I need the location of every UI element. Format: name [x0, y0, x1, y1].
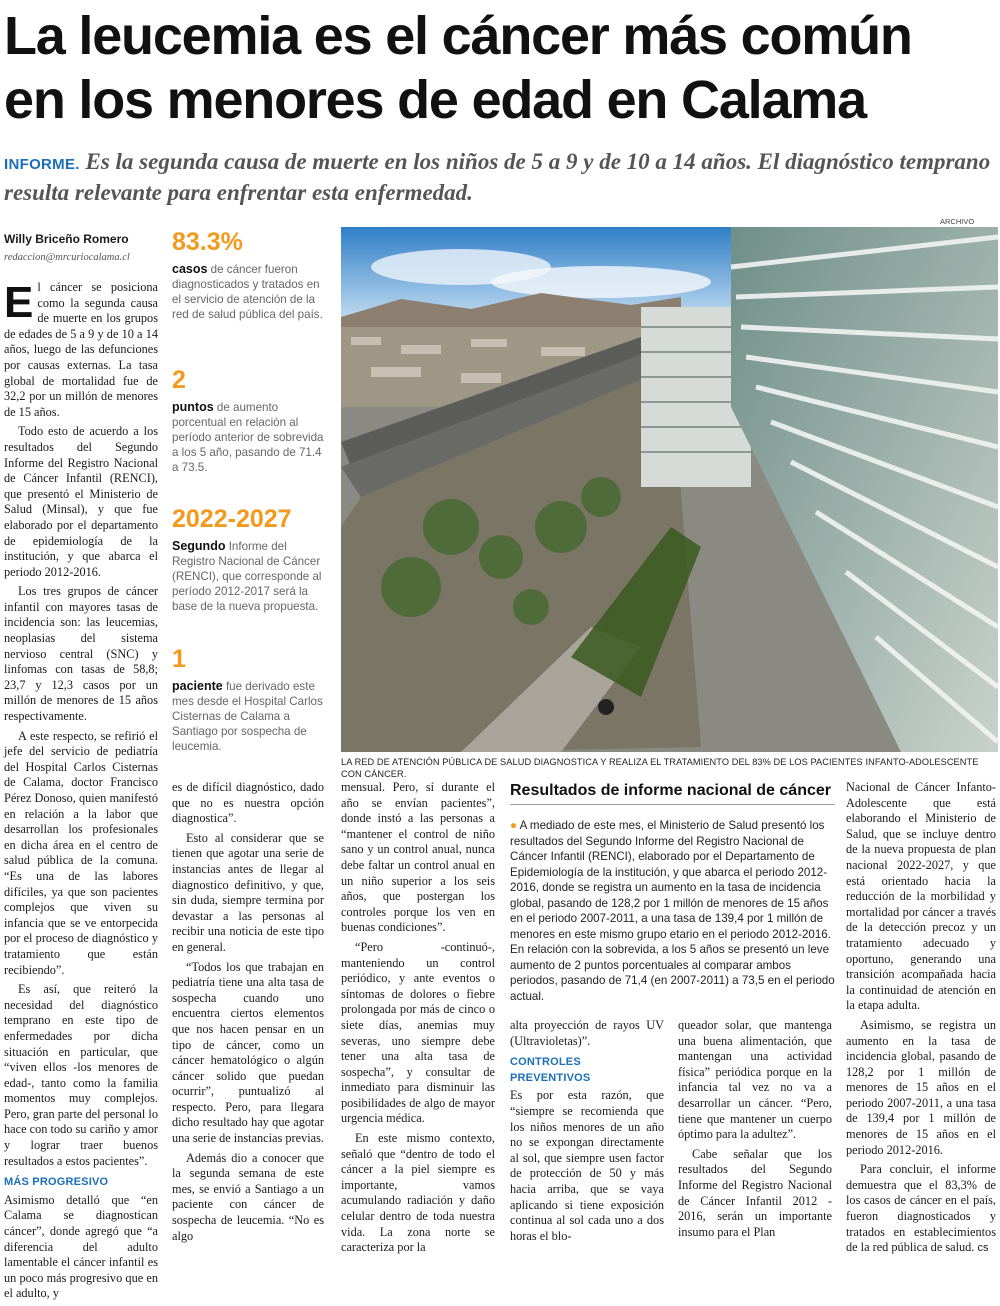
paragraph: alta proyección de rayos UV (Ultravioletas)”.: [510, 1018, 664, 1048]
stat-block: [172, 366, 324, 475]
headline-line-2: en los menores de edad en Calama: [4, 70, 866, 130]
paragraph: A este respecto, se refirió el jefe del servicio de pediatría del Hospital Carlos Cisternas de Calama, doctor Francisco Pérez Donoso, quien manifestó en relación a la labor que desarrollan los profesionales en dicha área en el centro de salud pública de la comuna. “Es una de las labores difíciles, ya que son pacientes complejos que viven su infancia que se ve entorpecida por el proceso de diagnóstico y tratamiento que están recibiendo”.: [4, 728, 158, 977]
paragraph: mensual. Pero, sí durante el año se envían pacientes”, donde instó a las personas a “mantener el control de niño sano y un control anual, nunca debe faltar un control anual en un niño superior a los seis años, que postergan los controles porque los ven en buenas condiciones”.: [341, 780, 495, 935]
stat-number: 2: [172, 366, 186, 394]
bullet-icon: ●: [510, 819, 518, 832]
paragraph: Esto al considerar que se tienen que agotar una serie de instancias antes de llegar al diagnostico definitivo, y que, sin duda, siempre termina por devastar a las personas al recibir una noticia de este tipo en general.: [172, 830, 324, 954]
lead-tag: INFORME.: [4, 156, 80, 173]
stat-block: [172, 505, 324, 614]
subheading: MÁS PROGRESIVO: [4, 1176, 109, 1189]
stat-number: 2022-2027: [172, 505, 292, 533]
paragraph: En este mismo contexto, señaló que “dentro de todo el cáncer a la piel siempre es importante, vamos acumulando radiación y daño celular dentro de toda nuestra vida. La zona norte se caracteriza por la: [341, 1131, 495, 1255]
body-column-3: [341, 780, 495, 1260]
stat-text: paciente fue derivado este mes desde el Hospital Carlos Cisternas de Calama a Santiago por sospecha de leucemia.: [172, 679, 323, 753]
body-column-4: [510, 1018, 664, 1248]
subheading: CONTROLES PREVENTIVOS: [510, 1056, 591, 1084]
hospital-photo: [341, 227, 998, 752]
paragraph: Cabe señalar que los resultados del Segundo Informe del Registro Nacional de Cáncer Infantil 2012 - 2016, serán un importante insumo para el Plan: [678, 1146, 832, 1239]
lead-paragraph: [4, 148, 994, 207]
sidebar-box-title: Resultados de informe nacional de cáncer: [510, 782, 831, 799]
paragraph: “Todos los que trabajan en pediatría tiene una alta tasa de sospecha cuando uno encuentra ciertos elementos que nos hacen pensar en un tipo de cáncer, como un cáncer hematológico o algún cáncer solido que puedan ocurrir”, puntualizó al respecto. Pero, para llegara dicho resultado hay que agotar una serie de instancias previas.: [172, 959, 324, 1146]
stat-block: [172, 645, 324, 754]
headline-line-1: La leucemia es el cáncer más común: [4, 6, 912, 66]
paragraph: “Pero -continuó-, manteniendo un control periódico, y ante eventos o síntomas de dolores o fiebre prolongada por más de cinco o siete días, anemias muy severas, uno siempre debe tener una alta tasa de sospecha”, y consultar de inmediato para disminuir las posibilidades de algo de mayor urgencia médica.: [341, 939, 495, 1126]
paragraph: Todo esto de acuerdo a los resultados del Segundo Informe del Registro Nacional de Cáncer Infantil (RENCI), que presentó el Ministerio de Salud (Minsal), y que fue elaborado por el departamento de epidemiología de la institución, y que abarca el periodo 2012-2016.: [4, 424, 158, 579]
stat-text: casos de cáncer fueron diagnosticados y tratados en el servicio de atención de la red de salud pública del país.: [172, 262, 323, 321]
stat-number: 83.3%: [172, 228, 243, 256]
author-name: Willy Briceño Romero: [4, 232, 129, 246]
body-column-6: [846, 780, 996, 1261]
paragraph: Es por esta razón, que “siempre se recomienda que los niños menores de un año no se expongan directamente al sol, que siempre usen factor de protección de 50 y más hacia arriba, que se vaya aplicando si tiene exposición continua al sol cada uno a dos horas el blo-: [510, 1088, 664, 1243]
body-column-5: [678, 1018, 832, 1244]
hospital-building-illustration: [341, 227, 998, 752]
drop-cap: E: [4, 278, 34, 327]
byline: [4, 232, 164, 263]
stat-number: 1: [172, 645, 186, 673]
author-email: redaccion@mrcuriocalama.cl: [4, 252, 130, 263]
stat-text: Segundo Informe del Registro Nacional de Cáncer (RENCI), que corresponde al período 2012-2017 será la base de la nueva propuesta.: [172, 539, 322, 613]
paragraph: Nacional de Cáncer Infanto-Adolescente que está elaborando el Ministerio de Salud, que se incluye dentro de la nueva propuesta de plan nacional 2022-2027, y que está orientado hacia la reducción de la morbilidad y mortalidad por cáncer a través de la detección precoz y un tratamiento adecuado y oportuno, generando una transición acompañada hacia la continuidad de atención en la etapa adulta.: [846, 780, 996, 1013]
paragraph: Asimismo, se registra un aumento en la tasa de incidencia global, pasando de 128,2 por 1 millón de menores de 15 años en el periodo 2007-2011, a una tasa de 139,4 por 1 millón de menores de 15 años en el periodo 2012-2016.: [846, 1017, 996, 1157]
paragraph: Los tres grupos de cáncer infantil con mayores tasas de incidencia son: las leucemias, neoplasias del sistema nervioso central (SNC) y linfomas con tasas de 58,8; 23,7 y 12,3 casos por un millón de menores de 15 años respectivamente.: [4, 584, 158, 724]
stat-text: puntos de aumento porcentual en relación al período anterior de sobrevida a los 5 año, pasando de 71.4 a 73.5.: [172, 400, 324, 474]
lead-text: Es la segunda causa de muerte en los niños de 5 a 9 y de 10 a 14 años. El diagnóstico temprano resulta relevante para enfrentar esta enfermedad.: [4, 149, 991, 205]
body-column-1: [4, 280, 158, 1306]
paragraph: queador solar, que mantenga una buena alimentación, que mantengan una actividad física” periódica porque en la infancia tal vez no va a desarrollar un cáncer. “Pero, tiene que mantener un cuerpo óptimo para la adultez”.: [678, 1018, 832, 1142]
photo-caption: LA RED DE ATENCIÓN PÚBLICA DE SALUD DIAGNOSTICA Y REALIZA EL TRATAMIENTO DEL 83% DE LOS PACIENTES INFANTO-ADOLESCENTE CON CÁNCER.: [341, 757, 979, 779]
paragraph: Además dio a conocer que la segunda semana de este mes, se envió a Santiago a un paciente con cáncer de sospecha de leucemia. “No es algo: [172, 1150, 324, 1243]
paragraph: El cáncer se posiciona como la segunda causa de muerte en los grupos de edades de 5 a 9 y de 10 a 14 años, luego de las defunciones por causas externas. La tasa global de mortalidad fue de 32,2 por un millón de menores de 15 años.: [4, 278, 158, 419]
sidebar-box-divider: [510, 804, 835, 805]
stat-block: [172, 228, 324, 322]
photo-credit: ARCHIVO: [940, 217, 975, 226]
sidebar-box-text: ● A mediado de este mes, el Ministerio de Salud presentó los resultados del Segundo Informe del Registro Nacional de Cáncer Infantil (RENCI), elaborado por el Departamento de Epidemiología de la institución, y que abarca el periodo 2012-2016, donde se registra un aumento en la tasa de incidencia global, pasando de 128,2 por 1 millón de menores de 15 años en el periodo 2007-2011, a una tasa de 139,4 por 1 millón de menores en este mismo grupo etario en el periodo 2012-2016. En relación con la sobrevida, a los 5 años se presentó un leve aumento de 2 puntos porcentuales al comparar ambos periodos, pasando de 71,4 (en 2007-2011) a 73,5 en el periodo actual.: [510, 819, 835, 1003]
paragraph: es de difícil diagnóstico, dado que no es nuestra opción diagnostica”.: [172, 780, 324, 826]
end-mark-icon: cs: [977, 1242, 989, 1255]
headline: [4, 4, 996, 132]
paragraph: Asimismo detalló que “en Calama se diagnostican cáncer”, donde agregó que “a diferencia del adulto lamentable el cáncer infantil es un poco más progresivo que en el adulto, y: [4, 1192, 158, 1301]
body-column-2: [172, 780, 324, 1248]
paragraph: Para concluir, el informe demuestra que el 83,3% de los casos de cáncer en el país, fueron diagnosticados y tratados en establecimientos de la red pública de salud. cs: [846, 1162, 996, 1255]
paragraph: Es así, que reiteró la necesidad del diagnóstico temprano en este tipo de enfermedades por dicha situación en particular, que “viven ellos -los menores de edad-, tanto como la familia momentos muy complejos. Pero, gran parte del personal lo hace con todo su cariño y amor y lograr traer buenos resultados a estos pacientes”.: [4, 982, 158, 1168]
